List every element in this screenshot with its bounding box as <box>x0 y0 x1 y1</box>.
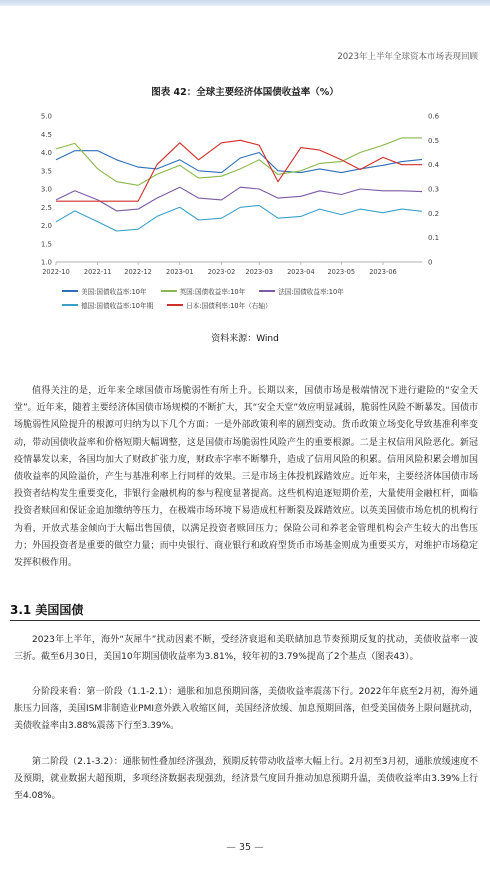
legend-swatch <box>62 290 78 292</box>
legend-swatch <box>167 304 183 306</box>
legend-row <box>62 286 422 296</box>
body-paragraph: 分阶段来看：第一阶段（1.1-2.1）：通胀和加息预期回落，美债收益率震荡下行。2022年年底至2月初，海外通胀压力回落，美国ISM非制造业PMI意外跌入收缩区间，美国经济放缓、加息预期回落，但受美国债务上限问题扰动，美债收益率由3.88%震荡下行至3.39%。 <box>14 687 478 732</box>
chart-axes <box>41 113 440 277</box>
legend-label: 日本:国债利率:10年（右轴） <box>186 302 272 310</box>
y-left-tick-label: 2.0 <box>40 222 52 230</box>
chart-legend <box>62 286 422 314</box>
y-left-tick-label: 3.0 <box>40 185 52 194</box>
legend-item-fr <box>259 286 344 296</box>
series-line-1 <box>56 138 422 185</box>
y-left-tick-label: 3.5 <box>40 167 52 176</box>
body-paragraph: 值得关注的是，近年来全球国债市场脆弱性有所上升。长期以来，国债市场是极端情况下进行避险的“安全天堂”。近年来，随着主要经济体国债市场规模的不断扩大，其“安全天堂”效应明显减弱，脆弱性风险不断暴发。国债市场脆弱性风险提升的根源可归纳为以下几个方面：一是外部政策利率的剧烈变动。货币政策立场变化导致基准利率变动，带动国债收益率和价格短期大幅调整，这是国债市场脆弱性风险产生的重要根源。二是主权信用风险恶化。新冠疫情暴发以来，各国均加大了财政扩张力度，财政赤字率不断攀升，造成了信用风险的积累。信用风险积累会增加国债收益率的风险溢价，产生与基准利率上行同样的效果。三是市场主体投机踩踏效应。近年来，主要经济体国债市场投资者结构发生重要变化，非银行金融机构的参与程度显著提高。这些机构追逐短期价差，大量使用金融杠杆，面临投资者赎回和保证金追加缴纳等压力，在极端市场环境下易造成杠杆断裂及踩踏效应。以英美国债市场危机的机构行为看，开放式基金倾向于大幅出售国债，以满足投资者赎回压力；保险公司和养老金管理机构会产生较大的出售压力；外国投资者是重要的做空力量；而中央银行、商业银行和政府型货币市场基金则成为重要买方，对维护市场稳定发挥积极作用。 <box>14 386 478 569</box>
y-right-tick-label: 0.4 <box>428 161 440 170</box>
y-left-tick-label: 5.0 <box>40 112 52 121</box>
bond-yield-chart <box>30 104 450 276</box>
legend-item-jp <box>167 300 271 310</box>
legend-swatch <box>161 290 177 292</box>
y-right-tick-label: 0.2 <box>428 209 440 218</box>
y-right-tick-label: 0.5 <box>428 136 440 145</box>
x-tick-label: 2023-01 <box>166 268 194 276</box>
x-tick-label: 2023-02 <box>207 268 236 276</box>
y-left-tick-label: 2.5 <box>40 203 52 212</box>
x-tick-label: 2022-12 <box>124 268 152 276</box>
legend-item-de <box>62 300 153 310</box>
header-rule <box>0 0 490 6</box>
legend-swatch <box>62 304 78 306</box>
legend-label: 英国:国债收益率:10年 <box>179 288 246 296</box>
legend-item-uk <box>161 286 246 296</box>
legend-label: 美国:国债收益率:10年 <box>81 288 147 296</box>
x-tick-label: 2023-05 <box>327 268 356 276</box>
y-left-tick-label: 4.0 <box>40 149 52 157</box>
legend-item-us <box>62 286 147 296</box>
chart-series <box>56 138 422 231</box>
x-tick-label: 2023-04 <box>287 268 315 276</box>
y-left-tick-label: 4.5 <box>40 130 52 139</box>
figure-title: 图表 42：全球主要经济体国债收益率（%） <box>151 87 339 98</box>
series-line-3 <box>56 205 422 231</box>
legend-label: 德国:国债收益率:10年期 <box>81 302 154 310</box>
running-head: 2023年上半年全球资本市场表现回顾 <box>337 52 478 62</box>
series-line-4 <box>56 140 422 201</box>
body-paragraph: 第二阶段（2.1-3.2）：通胀韧性叠加经济强劲，预期反转带动收益率大幅上行。2月初至3月初，通胀放缓速度不及预期，就业数据大超预期，多项经济数据表现强劲，经济景气度回升推动加息预期升温，美债收益率由3.39%上行至4.08%。 <box>14 757 478 802</box>
legend-label: 法国:国债收益率:10年 <box>278 288 344 296</box>
x-tick-label: 2023-03 <box>245 268 273 276</box>
x-tick-label: 2023-06 <box>369 268 397 276</box>
y-right-tick-label: 0.3 <box>428 185 440 194</box>
y-left-tick-label: 1.5 <box>40 240 52 249</box>
legend-swatch <box>259 290 275 292</box>
y-right-tick-label: 0.1 <box>428 234 440 243</box>
series-line-2 <box>56 187 422 211</box>
body-paragraph: 2023年上半年，海外“灰犀牛”扰动因素不断，受经济衰退和美联储加息节奏预期反复的扰动，美债收益率一波三折。截至6月30日，美国10年期国债收益率为3.81%，较年初的3.79%提高了2个基点（图表43）。 <box>14 635 478 663</box>
x-tick-label: 2022-10 <box>42 268 70 276</box>
y-right-tick-label: 0.6 <box>428 112 440 121</box>
x-tick-label: 2022-11 <box>83 268 112 276</box>
figure-source: 资料来源：Wind <box>211 334 279 344</box>
section-title: 3.1 美国国债 <box>10 603 84 617</box>
y-left-tick-label: 1.0 <box>40 258 52 267</box>
y-right-tick-label: 0 <box>428 258 433 267</box>
legend-row <box>62 300 422 310</box>
page-number-value: 35 <box>238 842 252 853</box>
section-divider <box>10 620 480 621</box>
page-number: — 35 — <box>226 842 264 853</box>
